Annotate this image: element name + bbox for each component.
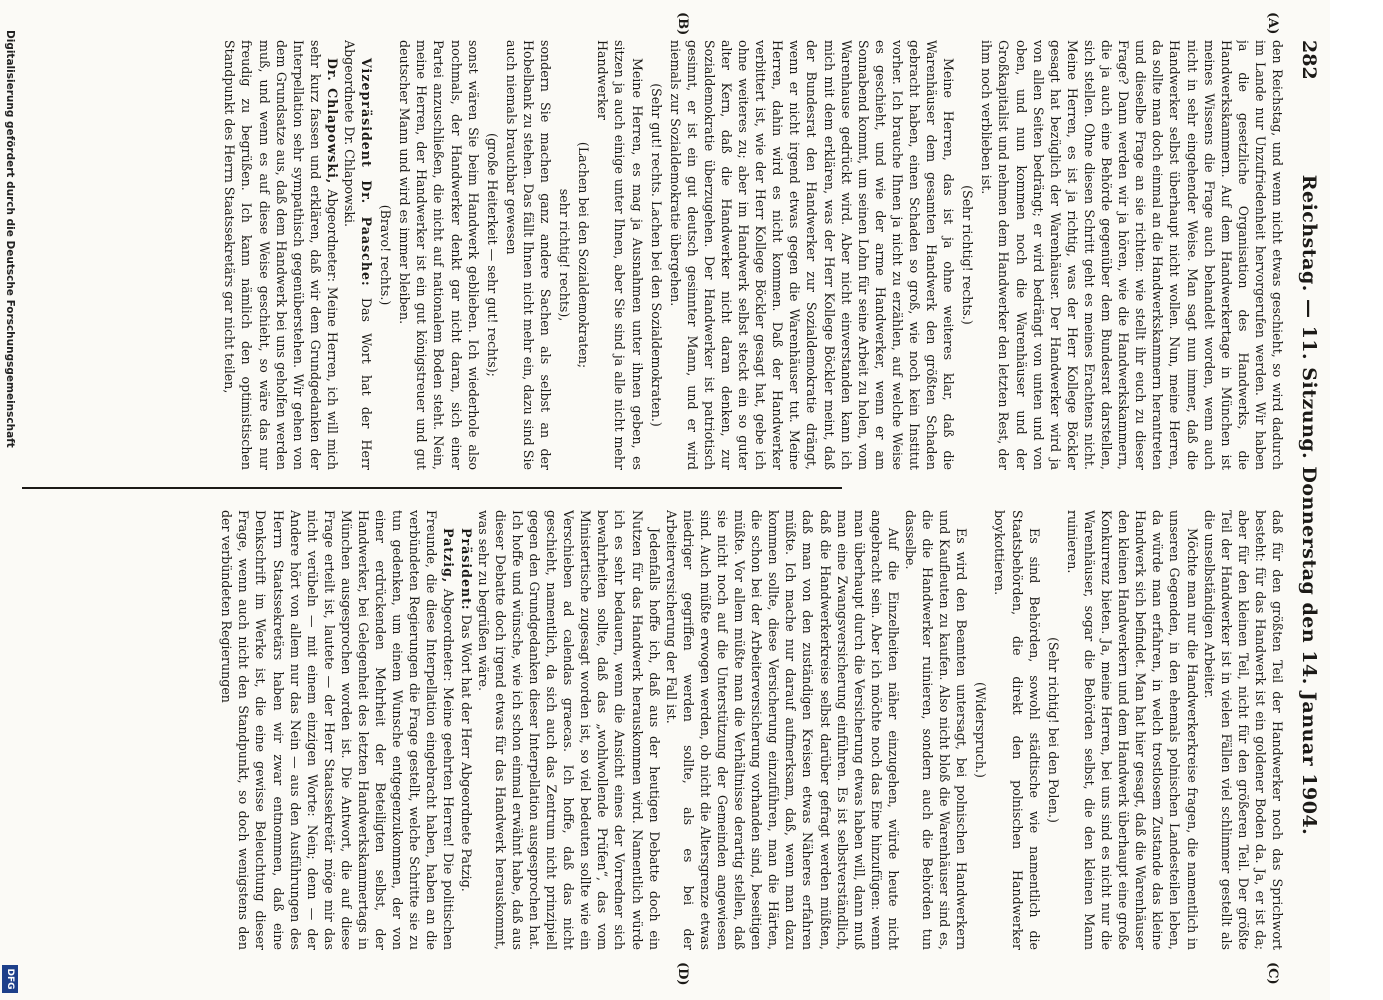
speech-text: Das Wort hat der Herr Abgeordnete Patzig. — [458, 614, 474, 892]
speaker-name: Präsident: — [458, 528, 474, 611]
session-title: Reichstag. — 11. Sitzung. Donnerstag den 14. Januar 1904. — [1298, 174, 1320, 836]
margin-marker-d: (D) — [675, 962, 690, 986]
paragraph: sonst wären Sie beim Handwerk geblieben. Ich wiederhole also nochmals, der Handwerker denkt gar nicht daran, sich einer Partei anzuschließen, die nicht auf nationalem Boden steht. Nein, meine Herren, der Handwerker ist ein gut königstreuer und gut deutscher Mann und wird es immer bleiben. — [397, 40, 481, 470]
right-text-column — [11, 510, 1286, 950]
paragraph: sondern Sie machen ganz andere Sachen als selbst an der Hobelbank zu stehen. Das fällt Ihnen nicht mehr ein, dazu sind Sie auch niemals brauchbar gewesen — [503, 40, 554, 470]
left-text-column — [11, 40, 1286, 470]
interjection: (Bravo! rechts.) — [378, 204, 394, 306]
margin-marker-b: (B) — [675, 12, 690, 36]
speaker-paragraph — [341, 40, 375, 470]
paragraph: den Reichstag, und wenn nicht etwas geschieht, so wird dadurch im Lande nur Unzufriedenheit hervorgerufen werden. Wir haben ja die gesetzliche Organisation des Handwerks, die Handwerkskammern. Auf dem Handwerkertage in München ist meines Wissens die Frage auch behandelt worden, wenn auch nicht in sehr eingehender Weise. Man sagt nun immer, daß die Handwerker selbst überhaupt nicht wollen. Nun, meine Herren, da sollte man doch einmal an die Handwerkskammern herantreten und dieselbe Frage an sie richten: wie stellt ihr euch zu dieser Frage? Dann werden wir ja hören, wie die Handwerkskammern, die ja auch eine Behörde gegenüber dem Bundesrat darstellen, sich stellen. Ohne diesen Schritt geht es meines Erachtens nicht. Meine Herren, es ist ja richtig, was der Herr Kollege Böckler gesagt hat bezüglich der Warenhäuser. Der Handwerker wird ja von allen Seiten bedrängt; er wird bedrängt von unten und von oben, und nun kommen noch die Warenhäuser und der Großkapitalist und nehmen dem Handwerker den letzten Rest, der ihm noch verblieben ist. — [979, 40, 1285, 470]
paragraph: Meine Herren, es mag ja Ausnahmen unter ihnen geben, es sitzen ja auch einige unter Ihnen, aber Sie sind ja alle nicht mehr Handwerker — [595, 40, 645, 470]
interjection: (Lachen bei den Sozialdemokraten; — [576, 141, 592, 369]
paragraph: Auf die Einzelheiten näher einzugehen, würde heute nicht angebracht sein. Aber ich möchte noch das Eine hinzufügen: wenn man überhaupt durch die Versicherung etwas haben will, dann muß man eine Zwangsversicherung einführen. Es ist selbstverständlich, daß die Handwerkerkreise selbst darüber gefragt werden müßten, daß man von den zuständigen Kreisen etwas Näheres erfahren müßte. Ich mache nur darauf aufmerksam, daß, wenn man dazu kommen sollte, diese Versicherung einzuführen, man die Härten, die schon bei der Arbeiterversicherung vorhanden sind, beseitigen müßte. Vor allem müßte man die Verhältnisse derartig stellen, daß sie nicht noch auf die Unterstützung der Gemeinden angewiesen sind. Auch müßte erwogen werden, ob nicht die Altersgrenze etwas niedriger gegriffen werden sollte, als es bei der Arbeiterversicherung der Fall ist. — [663, 510, 901, 950]
page-number: 282 — [1298, 40, 1320, 80]
speaker-paragraph — [218, 510, 457, 950]
margin-marker-a: (A) — [1265, 12, 1280, 35]
interjection: (große Heiterkeit — sehr gut! rechts); — [484, 133, 500, 377]
speaker-paragraph — [221, 40, 341, 470]
paragraph: daß für den größten Teil der Handwerker noch das Sprichwort besteht: für das Handwerk ist ein goldener Boden da. Ja, er ist da; aber für den kleinen Teil, nicht für den größeren Teil. Der größte Teil der Handwerker ist in vielen Fällen viel schlimmer gestellt als die unselbständigen Arbeiter. — [1201, 510, 1285, 950]
interjection: (Sehr richtig! bei den Polen.) — [1045, 637, 1061, 823]
paragraph: Möchte man nur die Handwerkerkreise fragen, die namentlich in unseren Gegenden, in den ehemals polnischen Landesteilen leben, da würde man erfahren, in welch trostlosem Zustande das kleine Handwerk sich befindet. Man hat hier gesagt, daß die Warenhäuser den kleinen Handwerkern und dem Handwerk überhaupt eine große Konkurrenz bieten. Ja, meine Herren, bei uns sind es nicht nur die Warenhäuser, sogar die Behörden selbst, die den kleinen Mann ruinieren. — [1064, 510, 1200, 950]
speech-text: Abgeordneter: Meine geehrten Herren! Die politischen Freunde, die diese Interpellation eingebracht haben, haben an die verbündeten Regierungen die Frage gestellt, welche Schritte sie zu tun gedenken, um einem Wunsche entgegenzukommen, der von einer erdrückenden Mehrheit der Beteiligten selbst, der Handwerker, bei Gelegenheit des letzten Handwerkskammertags in München ausgesprochen worden ist. Die Antwort, die auf diese Frage erteilt ist, lautete — der Herr Staatssekretär möge mir das nicht verübeln — mit einem einzigen Worte: Nein; denn — der Andere hört von allem nur das Nein — aus den Ausführungen des Herrn Staatssekretärs haben wir zwar entnommen, daß eine Denkschrift im Werke ist, die eine gewisse Beleuchtung dieser Frage, wenn auch nicht den Standpunkt, so doch wenigstens den der verbündeten Regierungen — [219, 510, 457, 950]
speaker-name: Vizepräsident Dr. Paasche: — [359, 58, 375, 287]
page-header — [1294, 40, 1324, 970]
funding-credit: Digitalisierung gefördert durch die Deutsche Forschungsgemeinschaft — [4, 30, 16, 448]
dfg-logo: DFG — [2, 965, 18, 993]
digitization-footer — [0, 0, 20, 1000]
column-divider — [22, 487, 842, 489]
speaker-name: Dr. Chlapowski, — [324, 58, 340, 185]
margin-marker-c: (C) — [1265, 962, 1280, 985]
speaker-name: Patzig, — [441, 528, 457, 584]
speaker-paragraph — [458, 510, 475, 950]
interjection: (Widerspruch.) — [973, 682, 989, 778]
speech-text: Das Wort hat der Herr Abgeordnete Dr. Chlapowski. — [342, 40, 375, 470]
interjection: (Sehr gut! rechts. Lachen bei den Sozialdemokraten.) — [648, 83, 664, 427]
interjection: sehr richtig! rechts), — [557, 188, 573, 322]
interjection: (Sehr richtig! rechts.) — [960, 185, 976, 325]
speech-text: Abgeordneter: Meine Herren, ich will mich sehr kurz fassen und erklären, daß wir dem Grundgedanken der Interpellation sehr sympathisch gegenüberstehen. Wir gehen von dem Grundsatze aus, daß dem Handwerk bei uns geholfen werden muß, und wenn es auf diese Weise geschieht, so wäre das nur freudig zu begrüßen. Ich kann nämlich den optimistischen Standpunkt des Herrn Staatssekretärs gar nicht teilen, — [222, 40, 340, 470]
paragraph: Meine Herren, das ist ja ohne weiteres klar, daß die Warenhäuser dem gesamten Handwerk den größten Schaden gebracht haben, einen Schaden so groß, wie noch kein Institut vorher. Ich brauche Ihnen ja nicht zu erzählen, auf welche Weise es geschieht, und wie der arme Handwerker, wenn er am Sonnabend kommt, um seinen Lohn für seine Arbeit zu holen, vom Warenhause gedrückt wird. Aber nicht einverstanden kann ich mich mit dem erklären, was der Herr Kollege Böckler meint, daß der Bundesrat den Handwerker zur Sozialdemokratie drängt, wenn er nicht irgend etwas gegen die Warenhäuser tut. Meine Herren, dahin wird es nicht kommen. Daß der Handwerker verbittert ist, wie der Herr Kollege Böckler gesagt hat, gebe ich ohne weiteres zu; aber im Handwerk selbst steckt ein so guter alter Kern, daß die Handwerker nicht daran denken, zur Sozialdemokratie überzugehen. Der Handwerker ist patriotisch gesinnt, er ist ein gut deutsch gesinnter Mann, und er wird niemals zur Sozialdemokratie übergehen. — [667, 40, 957, 470]
paragraph: Jedenfalls hoffe ich, daß aus der heutigen Debatte doch ein Nutzen für das Handwerk herauskommen wird. Namentlich würde ich es sehr bedauern, wenn die Ansicht eines der Vorredner sich bewahrheiten sollte, daß das „wohlwollende Prüfen“, das vom Ministertische zugesagt worden ist, so viel bedeuten sollte wie ein Verschieben ad calendas graecas. Ich hoffe, daß das nicht geschieht, namentlich, da sich auch das Zentrum nicht prinzipiell gegen den Grundgedanken dieser Interpellation ausgesprochen hat. Ich hoffe und wünsche, wie ich schon einmal erwähnt habe, daß aus dieser Debatte doch irgend etwas für das Handwerk herauskommt, was sehr zu begrüßen wäre. — [475, 510, 662, 950]
paragraph: Es sind Behörden, sowohl städtische wie namentlich die Staatsbehörden, die direkt den polnischen Handwerker boykottieren. — [992, 510, 1042, 950]
paragraph: Es wird den Beamten untersagt, bei polnischen Handwerkern und Kaufleuten zu kaufen. Also nicht bloß die Warenhäuser sind es, die die Handwerker ruinieren, sondern auch die Behörden tun dasselbe. — [903, 510, 970, 950]
